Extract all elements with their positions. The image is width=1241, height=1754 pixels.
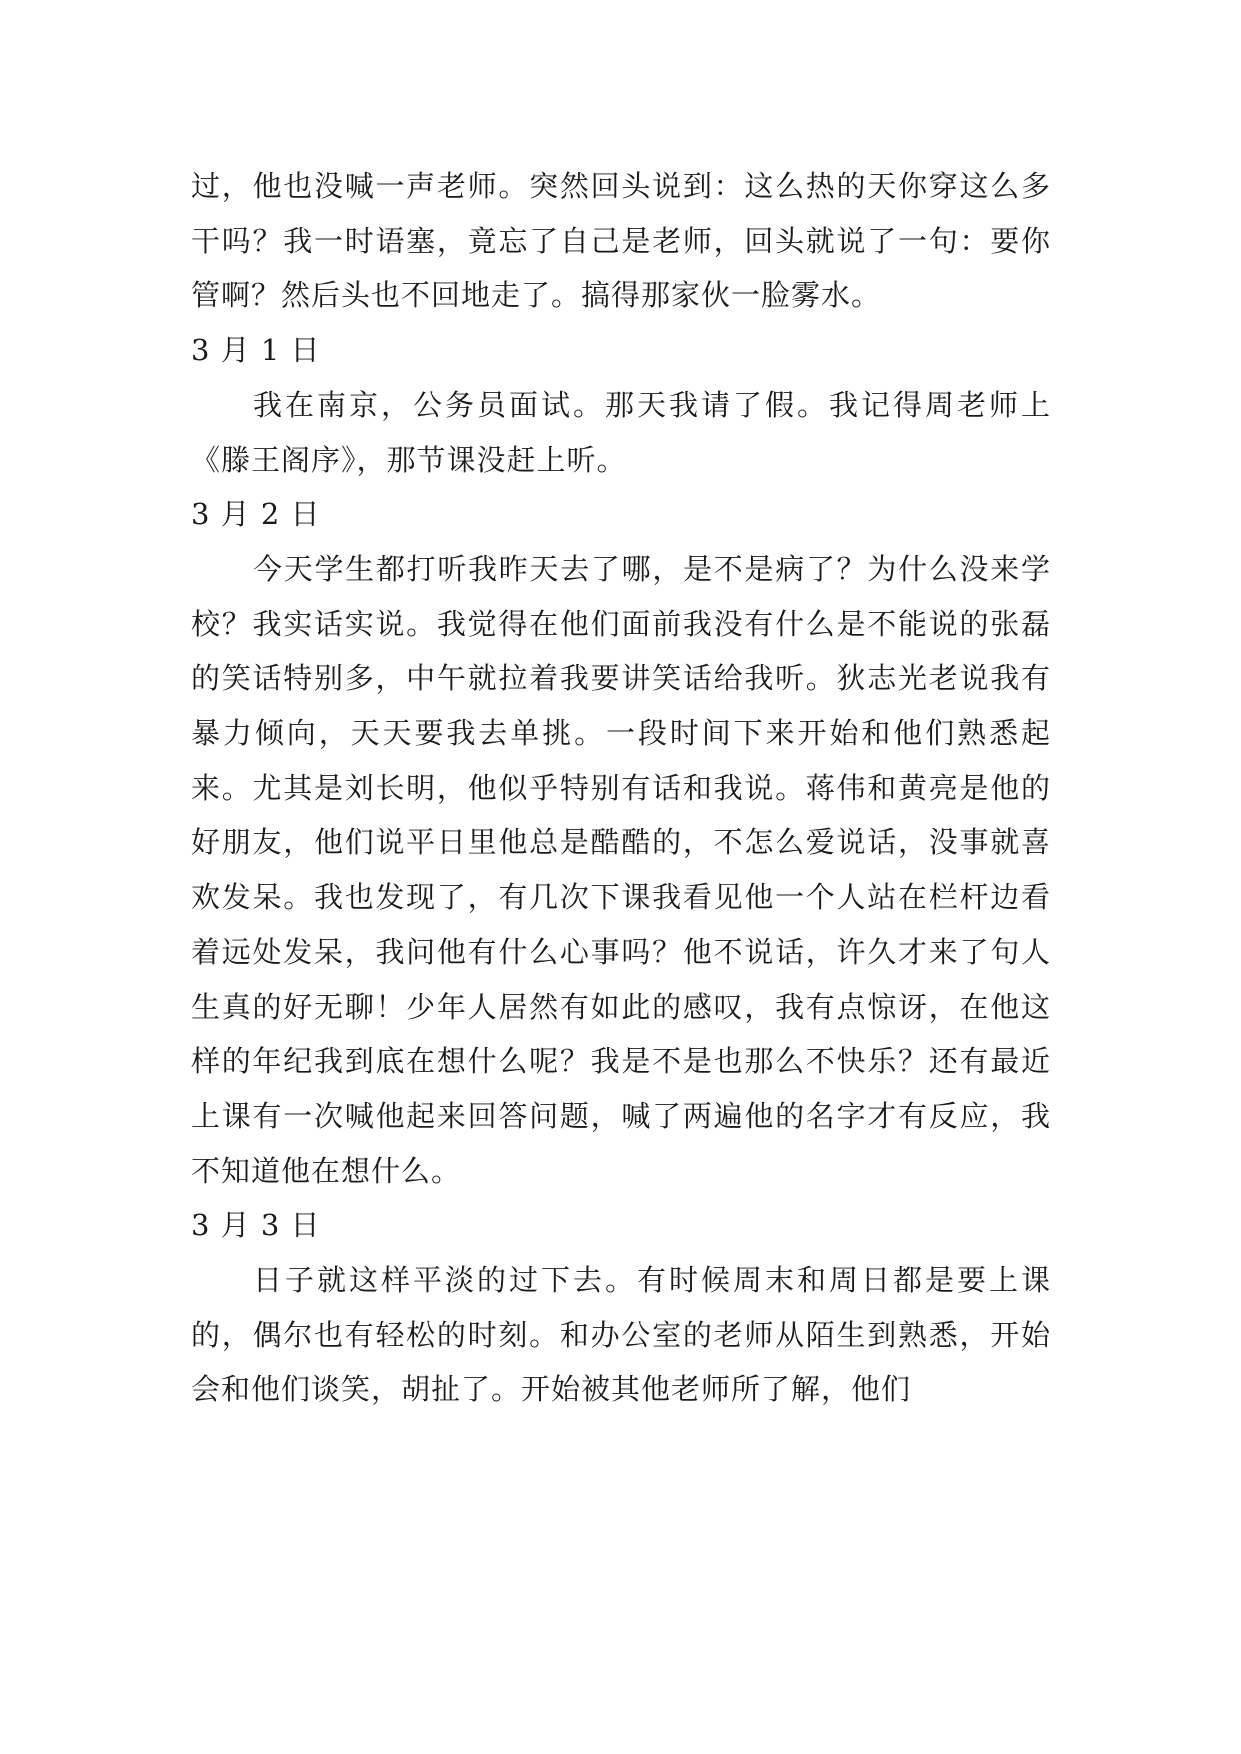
document-body [191,159,1051,1417]
paragraph-mar-2: 今天学生都打听我昨天去了哪，是不是病了？为什么没来学校？我实话实说。我觉得在他们面前我没有什么是不能说的张磊的笑话特别多，中午就拉着我要讲笑话给我听。狄志光老说我有暴力倾向，天天要我去单挑。一段时间下来开始和他们熟悉起来。尤其是刘长明，他似乎特别有话和我说。蒋伟和黄亮是他的好朋友，他们说平日里他总是酷酷的，不怎么爱说话，没事就喜欢发呆。我也发现了，有几次下课我看见他一个人站在栏杆边看着远处发呆，我问他有什么心事吗？他不说话，许久才来了句人生真的好无聊！少年人居然有如此的感叹，我有点惊讶，在他这样的年纪我到底在想什么呢？我是不是也那么不快乐？还有最近上课有一次喊他起来回答问题，喊了两遍他的名字才有反应，我不知道他在想什么。 [191,551,1051,1188]
diary-date-mar-1: 3 月 1 日 [191,333,321,368]
diary-date-mar-3: 3 月 3 日 [191,1208,321,1243]
paragraph-continuation: 过，他也没喊一声老师。突然回头说到：这么热的天你穿这么多干吗？我一时语塞，竟忘了自己是老师，回头就说了一句：要你管啊？然后头也不回地走了。搞得那家伙一脸雾水。 [191,169,1051,313]
paragraph-mar-1: 我在南京，公务员面试。那天我请了假。我记得周老师上《滕王阁序》，那节课没赶上听。 [191,387,1051,477]
paragraph-mar-3: 日子就这样平淡的过下去。有时候周末和周日都是要上课的，偶尔也有轻松的时刻。和办公室的老师从陌生到熟悉，开始会和他们谈笑，胡扯了。开始被其他老师所了解，他们 [191,1263,1051,1407]
diary-date-mar-2: 3 月 2 日 [191,497,321,532]
